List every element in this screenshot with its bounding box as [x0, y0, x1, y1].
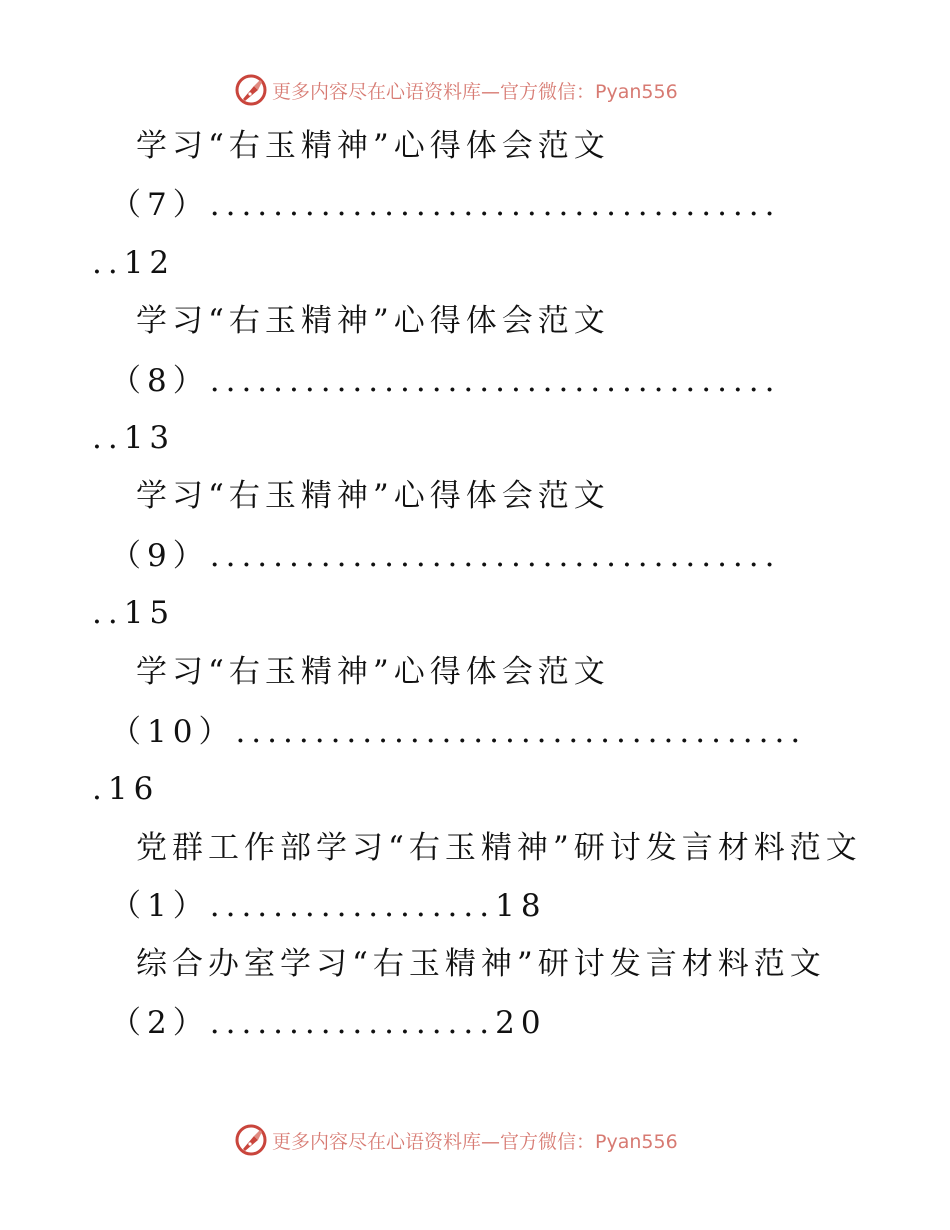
toc-entry-title: 学习“右玉精神”心得体会范文: [136, 128, 610, 164]
toc-entry-number: （1）: [110, 888, 210, 924]
footer-watermark-text: 更多内容尽在心语资料库—官方微信：Pyan556: [272, 1130, 678, 1153]
toc-entry-number-line: [110, 361, 850, 401]
toc-page-number: ..12: [92, 245, 176, 281]
toc-leader-dots: ..................: [209, 888, 496, 924]
toc-page-number: 18: [495, 888, 547, 924]
toc-entry-title: 党群工作部学习“右玉精神”研讨发言材料范文: [136, 830, 862, 866]
toc-entry-title: 综合办室学习“右玉精神”研讨发言材料范文: [136, 946, 826, 982]
toc-page-number: ..15: [92, 595, 176, 631]
header-watermark-text: 更多内容尽在心语资料库—官方微信：Pyan556: [272, 80, 678, 103]
toc-entry-number-line: [110, 536, 850, 576]
footer-watermark: [234, 1122, 678, 1158]
toc-page-number: ..13: [92, 420, 176, 456]
toc-page-number: .16: [92, 771, 160, 807]
toc-entry-title: 学习“右玉精神”心得体会范文: [136, 478, 610, 514]
toc-leader-dots: ....................................: [235, 714, 807, 750]
pen-nib-logo-icon: [234, 1123, 268, 1157]
toc-leader-dots: ....................................: [209, 187, 781, 223]
toc-entry-number-line: [110, 886, 547, 926]
toc-entry-number: （9）: [110, 538, 210, 574]
toc-entry-number: （8）: [110, 363, 210, 399]
toc-entry-number: （10）: [110, 714, 236, 750]
toc-entry-number-line: [110, 185, 850, 225]
toc-leader-dots: ....................................: [209, 363, 781, 399]
toc-page-number: 20: [495, 1005, 547, 1041]
toc-leader-dots: ..................: [209, 1005, 496, 1041]
toc-entry-title: 学习“右玉精神”心得体会范文: [136, 303, 610, 339]
toc-leader-dots: ....................................: [209, 538, 781, 574]
header-watermark: [234, 72, 678, 108]
toc-entry-title: 学习“右玉精神”心得体会范文: [136, 654, 610, 690]
toc-entry-number-line: [110, 712, 850, 752]
toc-entry-number: （2）: [110, 1005, 210, 1041]
pen-nib-logo-icon: [234, 73, 268, 107]
toc-entry-number: （7）: [110, 187, 210, 223]
toc-entry-number-line: [110, 1003, 547, 1043]
